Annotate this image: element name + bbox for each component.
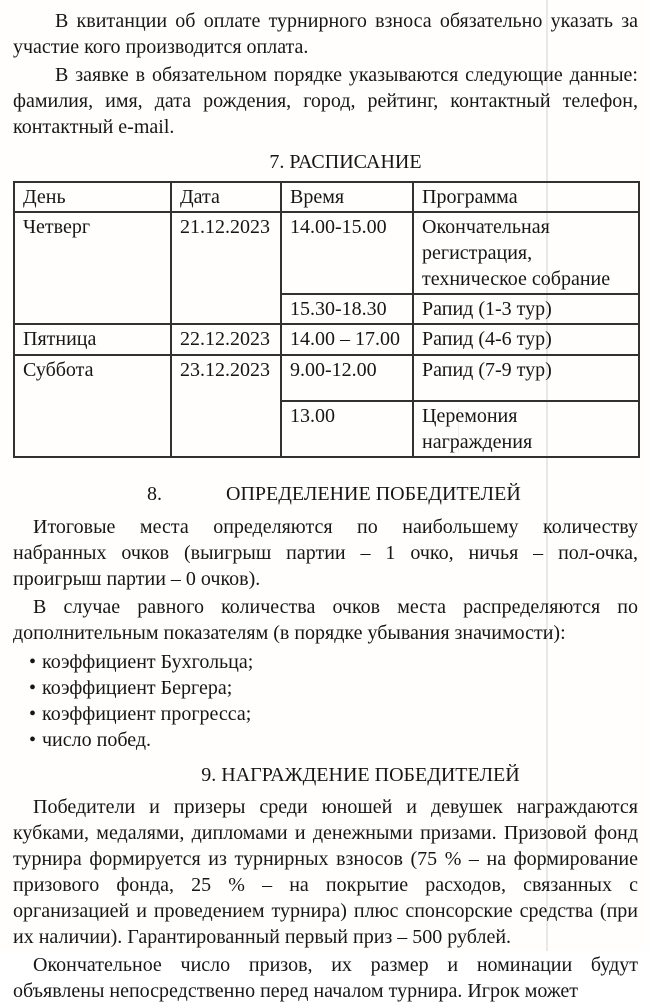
cell-program: Рапид (7-9 тур): [413, 355, 639, 401]
table-row: [14, 324, 639, 355]
paragraph-application-data: В заявке в обязательном порядке указываются следующие данные: фамилия, имя, дата рождения, город, рейтинг, контактный телефон, контактный e-mail.: [13, 64, 638, 138]
cell-time: 9.00-12.00: [281, 355, 413, 401]
cell-day: Четверг: [14, 212, 171, 324]
table-row: [14, 212, 639, 294]
column-header-day: День: [14, 182, 171, 212]
cell-date: 22.12.2023: [171, 324, 281, 355]
list-item-text: коэффициент Бухгольца;: [42, 651, 254, 673]
cell-date: 21.12.2023: [171, 212, 281, 324]
tiebreak-list: [13, 649, 638, 753]
list-item-text: коэффициент Бергера;: [42, 677, 233, 699]
paragraph-prize-announcement: Окончательное число призов, их размер и номинации будут объявлены непосредственно перед началом турнира. Игрок может: [13, 954, 638, 1002]
list-item: [13, 649, 638, 675]
cell-day: Суббота: [14, 355, 171, 457]
section-8-heading: [13, 481, 638, 508]
cell-time: 15.30-18.30: [281, 294, 413, 324]
cell-program: Окончательная регистрация, техническое собрание: [413, 212, 639, 294]
cell-time: 14.00 – 17.00: [281, 324, 413, 355]
table-header-row: [14, 182, 639, 212]
section-9-heading: 9. НАГРАЖДЕНИЕ ПОБЕДИТЕЛЕЙ: [201, 764, 520, 786]
column-header-date: Дата: [171, 182, 281, 212]
list-item: [13, 675, 638, 701]
cell-time: 13.00: [281, 401, 413, 457]
bullet-icon: •: [29, 729, 37, 751]
cell-time: 14.00-15.00: [281, 212, 413, 294]
paragraph-payment-receipt: В квитанции об оплате турнирного взноса обязательно указать за участие кого производится оплата.: [13, 10, 638, 58]
paragraph-final-places: Итоговые места определяются по наибольшему количеству набранных очков (выигрыш партии – 1 очко, ничья – пол-очка, проигрыш партии – 0 очков).: [13, 516, 638, 590]
list-item-text: коэффициент прогресса;: [42, 703, 252, 725]
cell-date: 23.12.2023: [171, 355, 281, 457]
bullet-icon: •: [29, 703, 37, 725]
list-item: [13, 727, 638, 753]
schedule-table: [13, 181, 640, 458]
column-header-program: Программа: [413, 182, 639, 212]
list-item: [13, 701, 638, 727]
paragraph-prizes: Победители и призеры среди юношей и девушек награждаются кубками, медалями, дипломами и денежными призами. Призовой фонд турнира формируется из турнирных взносов (75 % – на формирование призового фонда, 25 % – на покрытие расходов, связанных с организацией и проведением турнира) плюс спонсорские средства (при их наличии). Гарантированный первый приз – 500 рублей.: [13, 796, 638, 948]
section-8-number: 8.: [147, 483, 162, 505]
section-7-heading: 7. РАСПИСАНИЕ: [269, 151, 422, 173]
bullet-icon: •: [29, 651, 37, 673]
bullet-icon: •: [29, 677, 37, 699]
cell-program: Рапид (4-6 тур): [413, 324, 639, 355]
cell-program: Церемония награждения: [413, 401, 639, 457]
section-8-title: ОПРЕДЕЛЕНИЕ ПОБЕДИТЕЛЕЙ: [226, 483, 521, 505]
cell-day: Пятница: [14, 324, 171, 355]
list-item-text: число побед.: [42, 729, 152, 751]
table-row: [14, 355, 639, 401]
cell-program: Рапид (1-3 тур): [413, 294, 639, 324]
paragraph-tiebreaks: В случае равного количества очков места распределяются по дополнительным показателям (в порядке убывания значимости):: [13, 596, 638, 644]
column-header-time: Время: [281, 182, 413, 212]
document-content: [13, 8, 638, 1004]
